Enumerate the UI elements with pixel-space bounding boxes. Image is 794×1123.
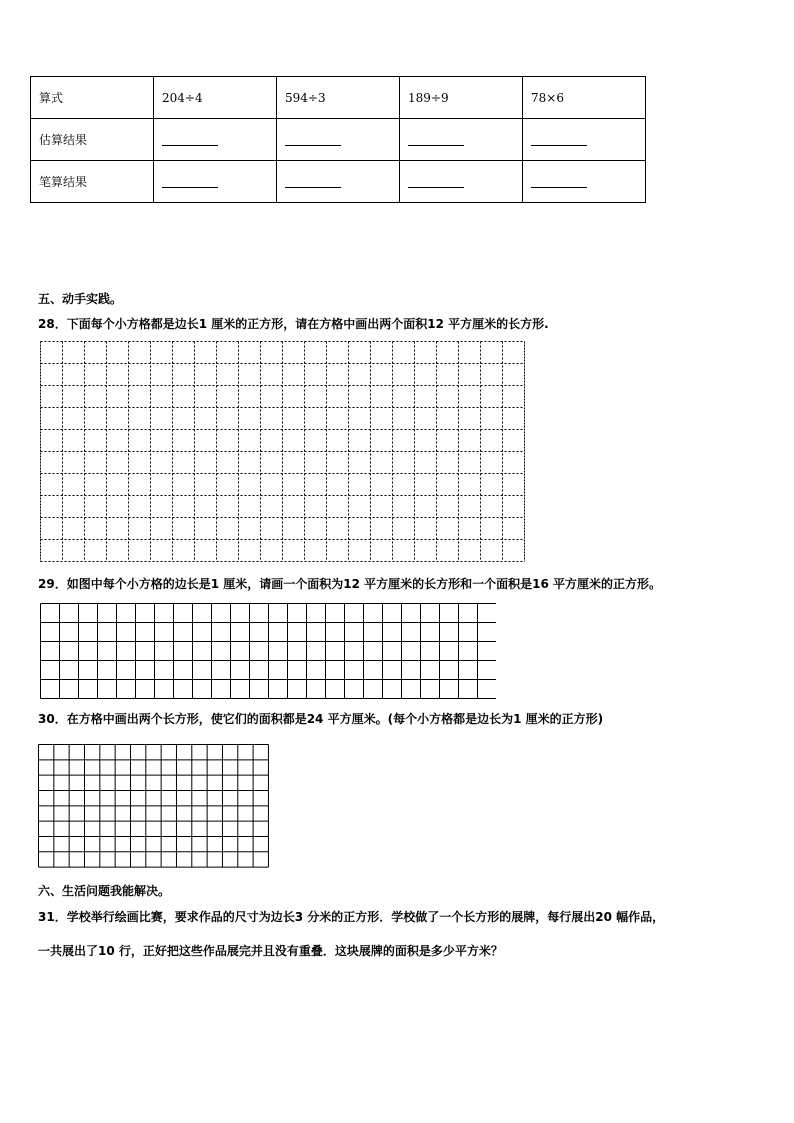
answer-blank[interactable] xyxy=(162,177,218,188)
answer-blank[interactable] xyxy=(285,135,341,146)
question-28: 28．下面每个小方格都是边长1 厘米的正方形，请在方格中画出两个面积12 平方厘米的长方形. xyxy=(38,317,549,331)
written-calc-row xyxy=(31,161,646,203)
answer-cell[interactable] xyxy=(277,161,400,203)
answer-blank[interactable] xyxy=(531,135,587,146)
section-5-heading: 五、动手实践。 xyxy=(38,292,123,306)
answer-cell[interactable] xyxy=(400,161,523,203)
answer-blank[interactable] xyxy=(408,177,464,188)
grid-q30[interactable] xyxy=(38,744,270,868)
answer-blank[interactable] xyxy=(162,135,218,146)
answer-cell[interactable] xyxy=(154,119,277,161)
question-31-line-2: 一共展出了10 行，正好把这些作品展完并且没有重叠．这块展牌的面积是多少平方米？ xyxy=(38,944,503,958)
answer-blank[interactable] xyxy=(285,177,341,188)
answer-cell[interactable] xyxy=(523,119,646,161)
grid-q28[interactable] xyxy=(40,341,528,565)
question-30: 30．在方格中画出两个长方形，使它们的面积都是24 平方厘米。(每个小方格都是边长为1 厘米的正方形) xyxy=(38,712,604,726)
header-cell: 189÷9 xyxy=(400,77,523,119)
answer-cell[interactable] xyxy=(523,161,646,203)
question-29: 29．如图中每个小方格的边长是1 厘米，请画一个面积为12 平方厘米的长方形和一个面积是16 平方厘米的正方形。 xyxy=(38,577,661,591)
section-6-heading: 六、生活问题我能解决。 xyxy=(38,884,171,898)
header-cell: 78×6 xyxy=(523,77,646,119)
estimation-table xyxy=(30,76,646,203)
header-cell: 594÷3 xyxy=(277,77,400,119)
table-header-row xyxy=(31,77,646,119)
answer-cell[interactable] xyxy=(400,119,523,161)
question-31-line-1: 31．学校举行绘画比赛，要求作品的尺寸为边长3 分米的正方形．学校做了一个长方形的展牌，每行展出20 幅作品， xyxy=(38,910,665,924)
header-cell: 算式 xyxy=(31,77,154,119)
row-label: 估算结果 xyxy=(31,119,154,161)
estimate-row xyxy=(31,119,646,161)
row-label: 笔算结果 xyxy=(31,161,154,203)
answer-cell[interactable] xyxy=(277,119,400,161)
grid-q29[interactable] xyxy=(40,603,496,699)
answer-blank[interactable] xyxy=(408,135,464,146)
header-cell: 204÷4 xyxy=(154,77,277,119)
answer-blank[interactable] xyxy=(531,177,587,188)
answer-cell[interactable] xyxy=(154,161,277,203)
